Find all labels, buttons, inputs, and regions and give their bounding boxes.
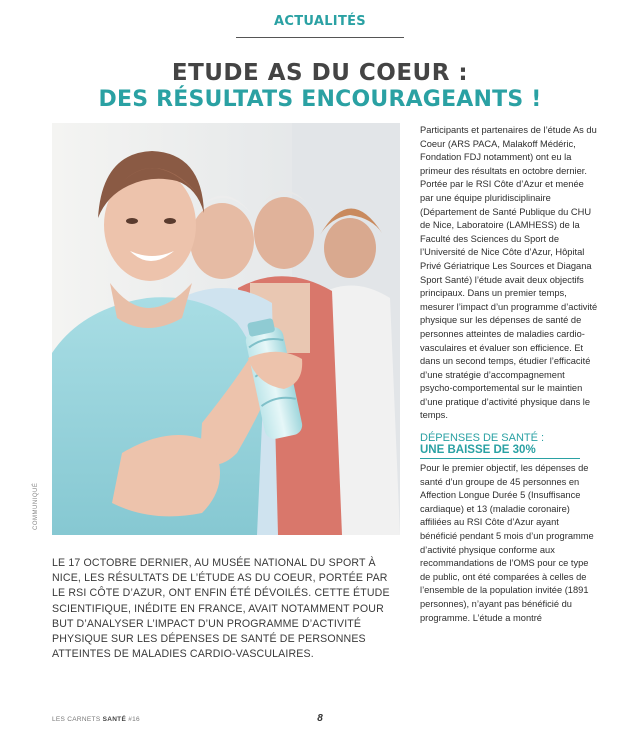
body-paragraph-1: Participants et partenaires de l’étude As du Coeur (ARS PACA, Malakoff Médéric, Fondation FDJ notamment) ont eu la primeur des résultats en octobre dernier. Portée par le RSI Côte d’Azur et menée par une équipe pluridisciplinaire (Département de Santé Publique du CHU de Nice, Laboratoire (LAMHESS) de la Faculté des Sciences du Sport de l’Université de Nice Côte d’Azur, Hôpital Privé Gériatrique Les Sources et Diagana Sport Santé) l’étude avait deux objectifs principaux. Dans un premier temps, mesurer l’impact d’un programme d’activité physique sur les dépenses de santé de personnes atteintes de maladies cardio-vasculaires et évaluer son efficience. Et dans un second temps, étudier l’efficacité d’une stratégie d’accompagnement psycho-comportemental sur le maintien d’une pratique d’activité physique dans le temps. bbox=[420, 125, 598, 421]
page-number: 8 bbox=[317, 713, 323, 724]
magazine-name: SANTÉ bbox=[102, 716, 127, 723]
magazine-issue: #16 bbox=[128, 716, 140, 723]
title-line-1: ETUDE AS DU COEUR : bbox=[171, 60, 469, 86]
subhead-line-1: DÉPENSES DE SANTÉ : bbox=[420, 432, 545, 445]
article-photo bbox=[52, 123, 400, 535]
rubric-rule bbox=[236, 37, 404, 38]
body-paragraph-2: Pour le premier objectif, les dépenses de santé d’un groupe de 45 personnes en Affection Longue Durée 5 (Insuffisance cardiaque) et 13 (maladie coronaire) affiliées au RSI Côte d’Azur ayant bénéficié pendant 5 mois d’un programme d’activité physique conforme aux recommandations de l’OMS pour ce type de public, ont été comparées à celles de l’ensemble de la population invitée (1891 personnes), n’ayant pas bénéficié du programme. L’étude a montré bbox=[420, 463, 594, 623]
chapeau-intro: LE 17 OCTOBRE DERNIER, AU MUSÉE NATIONAL DU SPORT À NICE, LES RÉSULTATS DE L’ÉTUDE AS DU COEUR, PORTÉE PAR LE RSI CÔTE D’AZUR, ONT ENFIN ÉTÉ DÉVOILÉS. CETTE ÉTUDE SCIENTIFIQUE, INÉDITE EN FRANCE, AVAIT NOTAMMENT POUR BUT D’ANALYSER L’IMPACT D’UN PROGRAMME D’ACTIVITÉ PHYSIQUE SUR LES DÉPENSES DE SANTÉ DE PERSONNES ATTEINTES DE MALADIES CARDIO-VASCULAIRES. bbox=[52, 557, 390, 661]
photo-credit: COMMUNIQUÉ bbox=[33, 482, 39, 530]
rubric: ACTUALITÉS bbox=[274, 14, 366, 29]
seniors-photo-illustration bbox=[52, 123, 400, 535]
subhead-rule bbox=[420, 458, 580, 459]
footer-magazine bbox=[52, 716, 140, 723]
magazine-prefix: LES CARNETS bbox=[52, 716, 101, 723]
article-body-column bbox=[420, 124, 598, 625]
subhead-line-2: UNE BAISSE DE 30% bbox=[420, 444, 536, 457]
title-line-2: DES RÉSULTATS ENCOURAGEANTS ! bbox=[98, 87, 542, 112]
section-subhead bbox=[420, 432, 598, 456]
